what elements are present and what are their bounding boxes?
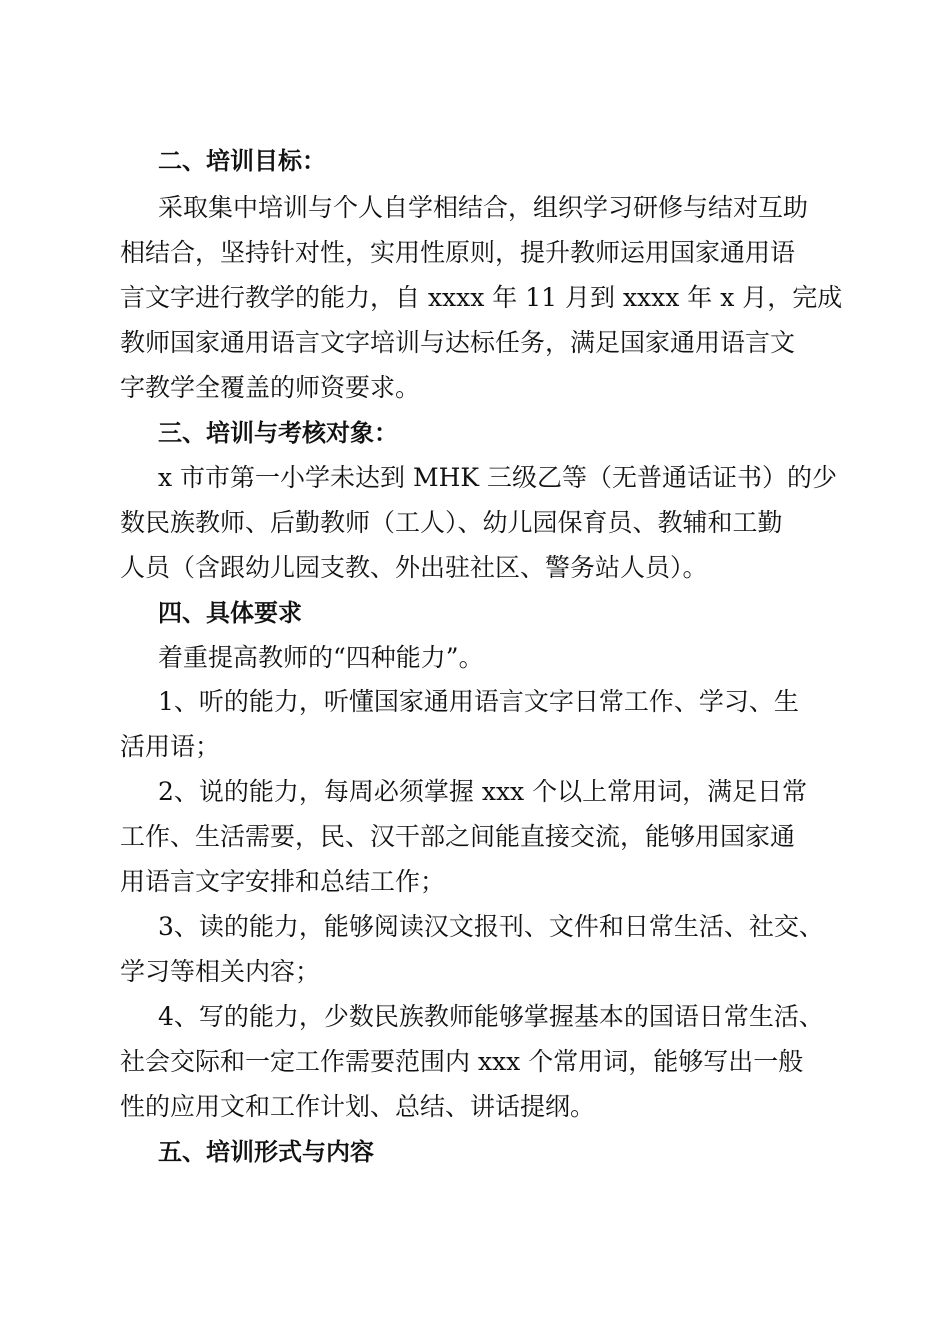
paragraph-line: x 市市第一小学未达到 MHK 三级乙等（无普通话证书）的少 bbox=[158, 463, 838, 492]
section-heading-format: 五、培训形式与内容 bbox=[158, 1138, 374, 1166]
section-heading-requirements: 四、具体要求 bbox=[158, 599, 302, 627]
list-item-continuation: 学习等相关内容； bbox=[120, 957, 321, 986]
paragraph-line: 字教学全覆盖的师资要求。 bbox=[120, 373, 421, 402]
list-item-continuation: 工作、生活需要，民、汉干部之间能直接交流，能够用国家通 bbox=[120, 822, 796, 851]
list-item-continuation: 用语言文字安排和总结工作； bbox=[120, 867, 446, 896]
paragraph-line: 教师国家通用语言文字培训与达标任务，满足国家通用语言文 bbox=[120, 328, 796, 357]
list-item-reading: 3、读的能力，能够阅读汉文报刊、文件和日常生活、社交、 bbox=[158, 912, 824, 941]
section-heading-targets: 三、培训与考核对象： bbox=[158, 419, 398, 447]
section-heading-goals: 二、培训目标： bbox=[158, 147, 326, 175]
list-item-continuation: 性的应用文和工作计划、总结、讲话提纲。 bbox=[120, 1092, 596, 1121]
list-item-continuation: 活用语； bbox=[120, 732, 221, 761]
list-item-speaking: 2、说的能力，每周必须掌握 xxx 个以上常用词，满足日常 bbox=[158, 777, 808, 806]
list-item-continuation: 社会交际和一定工作需要范围内 xxx 个常用词，能够写出一般 bbox=[120, 1047, 804, 1076]
paragraph-line: 相结合，坚持针对性，实用性原则，提升教师运用国家通用语 bbox=[120, 238, 796, 267]
paragraph-line: 人员（含跟幼儿园支教、外出驻社区、警务站人员）。 bbox=[120, 553, 708, 582]
paragraph-intro: 着重提高教师的“四种能力”。 bbox=[158, 643, 484, 672]
paragraph-line: 数民族教师、后勤教师（工人）、幼儿园保育员、教辅和工勤 bbox=[120, 508, 783, 537]
list-item-listening: 1、听的能力，听懂国家通用语言文字日常工作、学习、生 bbox=[158, 687, 799, 716]
paragraph-line: 采取集中培训与个人自学相结合，组织学习研修与结对互助 bbox=[158, 193, 809, 222]
paragraph-line: 言文字进行教学的能力，自 xxxx 年 11 月到 xxxx 年 x 月，完成 bbox=[120, 283, 843, 312]
list-item-writing: 4、写的能力，少数民族教师能够掌握基本的国语日常生活、 bbox=[158, 1002, 824, 1031]
